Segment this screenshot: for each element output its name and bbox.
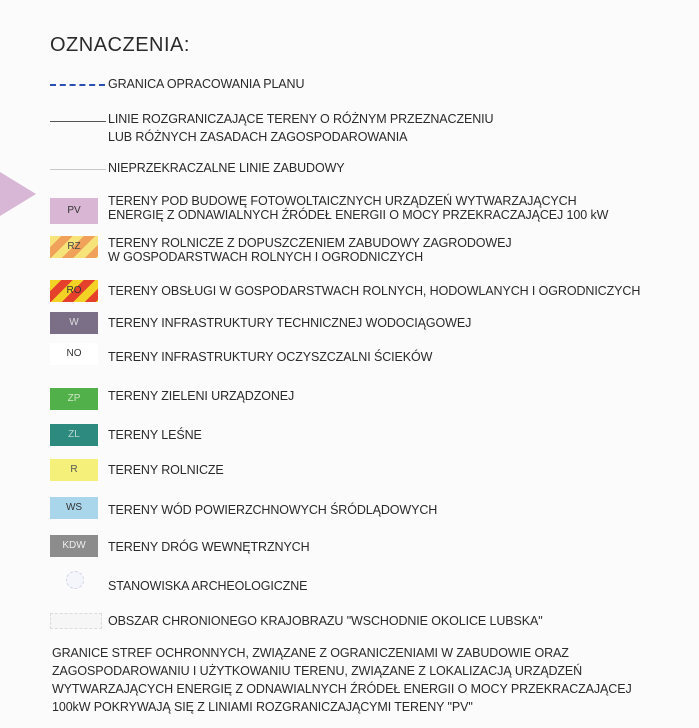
archaeological-site-label: STANOWISKA ARCHEOLOGICZNE — [108, 579, 308, 593]
plan-boundary-label: GRANICA OPRACOWANIA PLANU — [108, 77, 305, 91]
ws-label: TERENY WÓD POWIERZCHNOWYCH ŚRÓDLĄDOWYCH — [108, 503, 438, 517]
pv-swatch: PV — [50, 198, 98, 224]
w-label: TERENY INFRASTRUKTURY TECHNICZNEJ WODOCIĄGOWEJ — [108, 316, 472, 330]
dividing-line-label-1: LINIE ROZGRANICZAJĄCE TERENY O RÓŻNYM PRZEZNACZENIU — [108, 112, 494, 126]
note-line-4: 100kW POKRYWAJĄ SIĘ Z LINIAMI ROZGRANICZAJĄCYMI TERENY "PV" — [52, 700, 473, 714]
note-line-3: WYTWARZAJĄCYCH ENERGIĘ Z ODNAWIALNYCH ŹRÓDEŁ ENERGII O MOCY PRZEKRACZAJĄCEJ — [52, 682, 632, 696]
zp-swatch: ZP — [50, 388, 98, 410]
legend-title: OZNACZENIA: — [50, 34, 190, 56]
rz-swatch: RZ — [50, 236, 98, 258]
pv-label-1: TERENY POD BUDOWĘ FOTOWOLTAICZNYCH URZĄDZEŃ WYTWARZAJĄCYCH — [108, 194, 577, 208]
pv-label-2: ENERGIĘ Z ODNAWIALNYCH ŹRÓDEŁ ENERGII O MOCY PRZEKRACZAJĄCEJ 100 kW — [108, 208, 609, 222]
protected-landscape-label: OBSZAR CHRONIONEGO KRAJOBRAZU "WSCHODNIE OKOLICE LUBSKA" — [108, 614, 543, 628]
w-swatch: W — [50, 312, 98, 334]
zp-label: TERENY ZIELENI URZĄDZONEJ — [108, 389, 295, 403]
kdw-swatch: KDW — [50, 535, 98, 557]
zl-swatch: ZL — [50, 424, 98, 446]
protected-landscape-symbol — [50, 613, 102, 629]
zl-label: TERENY LEŚNE — [108, 428, 202, 442]
rz-label-1: TERENY ROLNICZE Z DOPUSZCZENIEM ZABUDOWY ZAGRODOWEJ — [108, 236, 512, 250]
no-swatch: NO — [50, 343, 98, 365]
archaeological-site-symbol — [66, 571, 84, 589]
dividing-line-symbol — [50, 121, 106, 122]
r-swatch: R — [50, 459, 98, 481]
ws-swatch: WS — [50, 497, 98, 519]
note-line-2: ZAGOSPODAROWANIU I UŻYTKOWANIU TERENU, ZWIĄZANE Z LOKALIZACJĄ URZĄDZEŃ — [52, 664, 583, 678]
r-label: TERENY ROLNICZE — [108, 463, 224, 477]
building-line-symbol — [50, 169, 106, 170]
no-label: TERENY INFRASTRUKTURY OCZYSZCZALNI ŚCIEKÓW — [108, 350, 433, 364]
building-line-label: NIEPRZEKRACZALNE LINIE ZABUDOWY — [108, 161, 345, 175]
kdw-label: TERENY DRÓG WEWNĘTRZNYCH — [108, 540, 310, 554]
note-line-1: GRANICE STREF OCHRONNYCH, ZWIĄZANE Z OGRANICZENIAMI W ZABUDOWIE ORAZ — [52, 646, 569, 660]
protection-zones-note — [52, 644, 692, 716]
ro-swatch: RO — [50, 280, 98, 302]
pv-area-fragment — [0, 172, 36, 216]
plan-boundary-symbol — [50, 84, 105, 86]
dividing-line-label-2: LUB RÓŻNYCH ZASADACH ZAGOSPODAROWANIA — [108, 130, 408, 144]
ro-label: TERENY OBSŁUGI W GOSPODARSTWACH ROLNYCH, HODOWLANYCH I OGRODNICZYCH — [108, 284, 641, 298]
rz-label-2: W GOSPODARSTWACH ROLNYCH I OGRODNICZYCH — [108, 250, 424, 264]
